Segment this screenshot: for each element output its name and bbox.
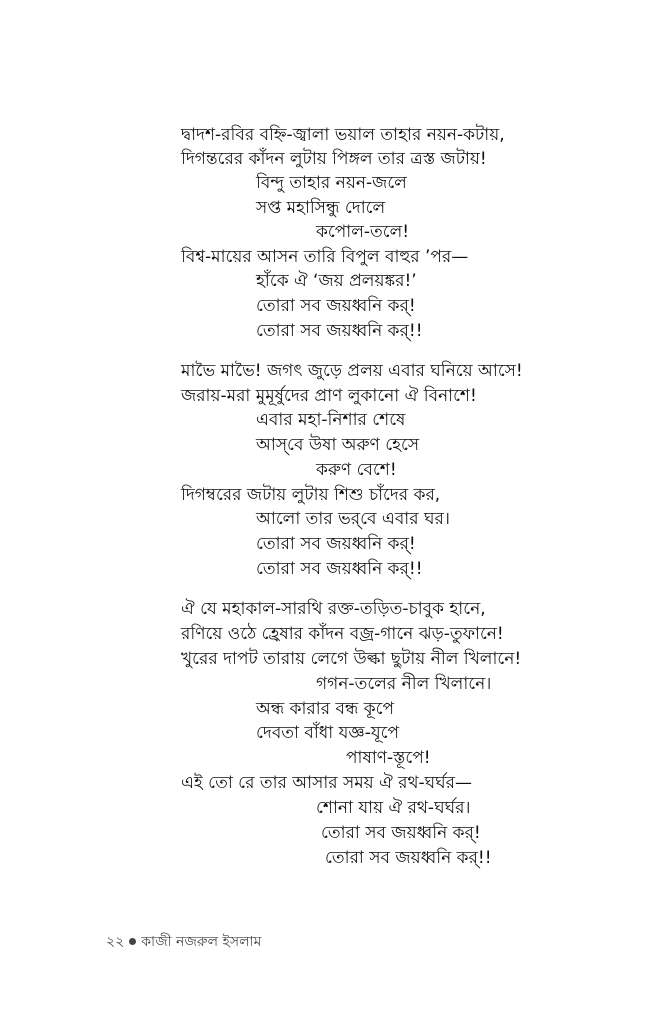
poem-line: দেবতা বাঁধা যজ্ঞ-যূপে <box>256 723 399 743</box>
poem-line: মাভৈ মাভৈ! জগৎ জুড়ে প্রলয় এবার ঘনিয়ে আসে! <box>181 361 523 381</box>
poem-line: গগন-তলের নীল খিলানে। <box>316 674 492 694</box>
poem-line: দিগন্তরের কাঁদন লুটায় পিঙ্গল তার ত্রস্ত জটায়! <box>181 149 487 169</box>
poem-line: শোনা যায় ঐ রথ-ঘর্ঘর। <box>316 798 471 818</box>
bullet-icon <box>129 938 136 945</box>
poem-line: জরায়-মরা মুমূর্ষুদের প্রাণ লুকানো ঐ বিনাশে! <box>181 386 477 406</box>
poem-line: পাষাণ-স্তূপে! <box>346 748 431 768</box>
poem-line: অন্ধ কারার বন্ধ কূপে <box>256 699 395 719</box>
poem-line: ঐ যে মহাকাল-সারথি রক্ত-তড়িত-চাবুক হানে, <box>181 599 486 619</box>
poem-line: করুণ বেশে! <box>316 460 397 480</box>
poem-line: দিগম্বরের জটায় লুটায় শিশু চাঁদের কর, <box>181 485 441 505</box>
poem-line: বিশ্ব-মায়ের আসন তারি বিপুল বাহুর ’পর— <box>181 247 469 267</box>
poem-line: এই তো রে তার আসার সময় ঐ রথ-ঘর্ঘর— <box>181 773 473 793</box>
poem-line: তোরা সব জয়ধ্বনি কর্! <box>321 823 481 843</box>
poem-line: আলো তার ভর্‌বে এবার ঘর। <box>256 509 450 529</box>
poem-line: রণিয়ে ওঠে হ্রেষার কাঁদন বজ্র-গানে ঝড়-তুফানে! <box>181 624 504 644</box>
poem-line: তোরা সব জয়ধ্বনি কর্!! <box>256 321 423 341</box>
author-name: কাজী নজরুল ইসলাম <box>141 934 262 950</box>
page-number: ২২ <box>106 934 125 950</box>
poem-line: তোরা সব জয়ধ্বনি কর্!! <box>256 559 423 579</box>
poem-line: কপোল-তলে! <box>316 222 410 242</box>
poem-line: সপ্ত মহাসিন্ধু দোলে <box>256 198 386 218</box>
poem-line: আস্‌বে উষা অরুণ হেসে <box>256 435 420 455</box>
page-footer <box>106 932 261 952</box>
poem-line: তোরা সব জয়ধ্বনি কর্!! <box>325 848 492 868</box>
poem-line: তোরা সব জয়ধ্বনি কর্! <box>256 534 416 554</box>
poem-line: এবার মহা-নিশার শেষে <box>256 410 406 430</box>
poem-line: তোরা সব জয়ধ্বনি কর্! <box>256 296 416 316</box>
poem-line: খুরের দাপট তারায় লেগে উল্কা ছুটায় নীল খিলানে! <box>181 649 522 669</box>
poem-line: বিন্দু তাহার নয়ন-জলে <box>256 173 407 193</box>
poem-line: দ্বাদশ-রবির বহ্নি-জ্বালা ভয়াল তাহার নয়ন-কটায়, <box>181 125 505 145</box>
poem-line: হাঁকে ঐ ‘জয় প্রলয়ঙ্কর!’ <box>256 271 417 291</box>
